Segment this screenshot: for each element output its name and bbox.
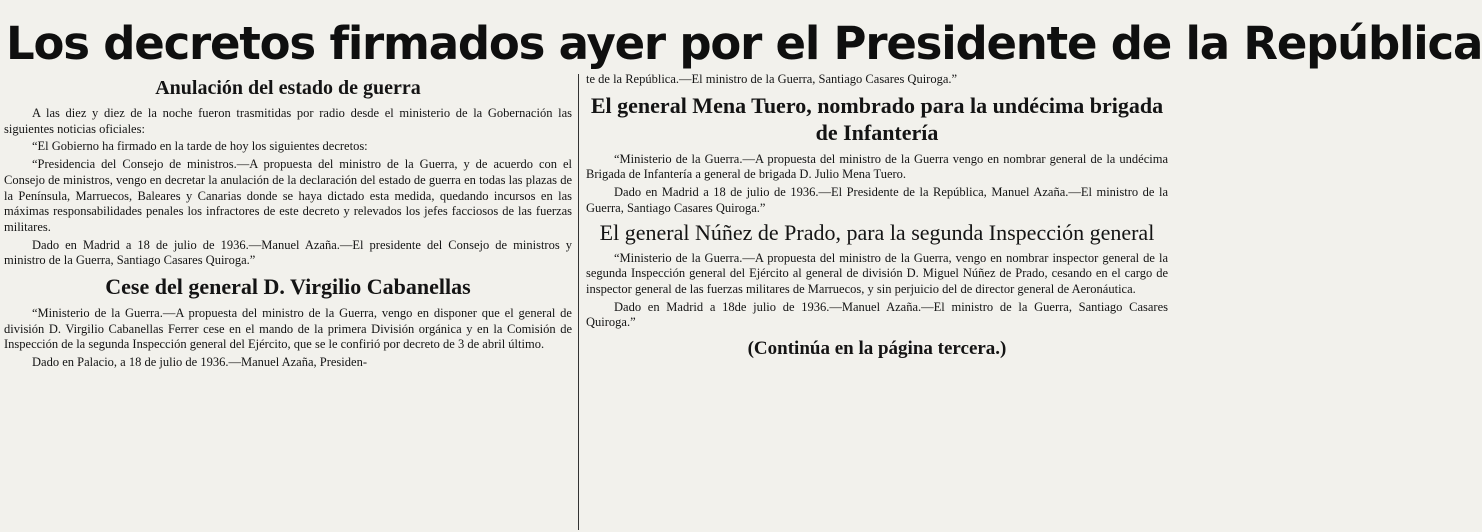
paragraph: “Ministerio de la Guerra.—A propuesta del ministro de la Guerra, vengo en nombrar inspector general de la segunda Inspección general del Ejército al general de división D. Miguel Núñez de Prado, cesando en el cargo de inspector general de las fuerzas militares de Marruecos, y sin perjuicio del de director general de Aeronáutica. — [586, 250, 1168, 296]
paragraph: “El Gobierno ha firmado en la tarde de hoy los siguientes decretos: — [32, 139, 368, 154]
paragraph: Dado en Madrid a 18 de julio de 1936.—Manuel Azaña.—El presidente del Consejo de ministros y ministro de la Guerra, Santiago Casares Quiroga.” — [4, 237, 572, 268]
section-heading-cese: Cese del general D. Virgilio Cabanellas — [105, 274, 471, 300]
paragraph: A las diez y diez de la noche fueron trasmitidas por radio desde el ministerio de la Gobernación las siguientes noticias oficiales: — [4, 106, 572, 136]
right-column — [586, 72, 1168, 530]
paragraph: “Ministerio de la Guerra.—A propuesta del ministro de la Guerra, vengo en disponer que el general de división D. Virgilio Cabanellas Ferrer cese en el mando de la primera División orgánica y en la Comisión de Inspección de la segunda Inspección general del Ejército, que se le confirió por decreto de 3 de abril último. — [4, 306, 572, 352]
column-rule — [578, 74, 579, 530]
section-heading-nunez-de-prado: El general Núñez de Prado, para la segunda Inspección general — [599, 219, 1155, 245]
paragraph: “Presidencia del Consejo de ministros.—A propuesta del ministro de la Guerra, y de acuerdo con el Consejo de ministros, vengo en decretar la anulación de la declaración del estado de guerra en todas las plazas de la Península, Marruecos, Baleares y Canarias donde se haya dictado esta medida, quedando incursos en las máximas responsabilidades penales los infractores de este decreto y relevados los jefes facciosos de las fuerzas militares. — [4, 157, 572, 234]
paragraph: “Ministerio de la Guerra.—A propuesta del ministro de la Guerra vengo en nombrar general de la undécima Brigada de Infantería a general de brigada D. Julio Mena Tuero. — [586, 151, 1168, 182]
left-column — [4, 72, 572, 530]
paragraph-continuation: te de la República.—El ministro de la Guerra, Santiago Casares Quiroga.” — [586, 72, 958, 86]
section-heading-anulacion: Anulación del estado de guerra — [155, 77, 421, 99]
section-heading-mena-tuero: El general Mena Tuero, nombrado para la undécima brigada de Infantería — [590, 92, 1164, 145]
paragraph: Dado en Palacio, a 18 de julio de 1936.—Manuel Azaña, Presiden- — [32, 355, 367, 370]
paragraph: Dado en Madrid a 18 de julio de 1936.—El Presidente de la República, Manuel Azaña.—El ministro de la Guerra, Santiago Casares Quiroga.” — [586, 185, 1168, 215]
paragraph: Dado en Madrid a 18de julio de 1936.—Manuel Azaña.—El ministro de la Guerra, Santiago Casares Quiroga.” — [586, 299, 1168, 330]
headline: Los decretos firmados ayer por el Presidente de la República — [6, 17, 1482, 70]
continuation-note: (Continúa en la página tercera.) — [747, 338, 1007, 360]
